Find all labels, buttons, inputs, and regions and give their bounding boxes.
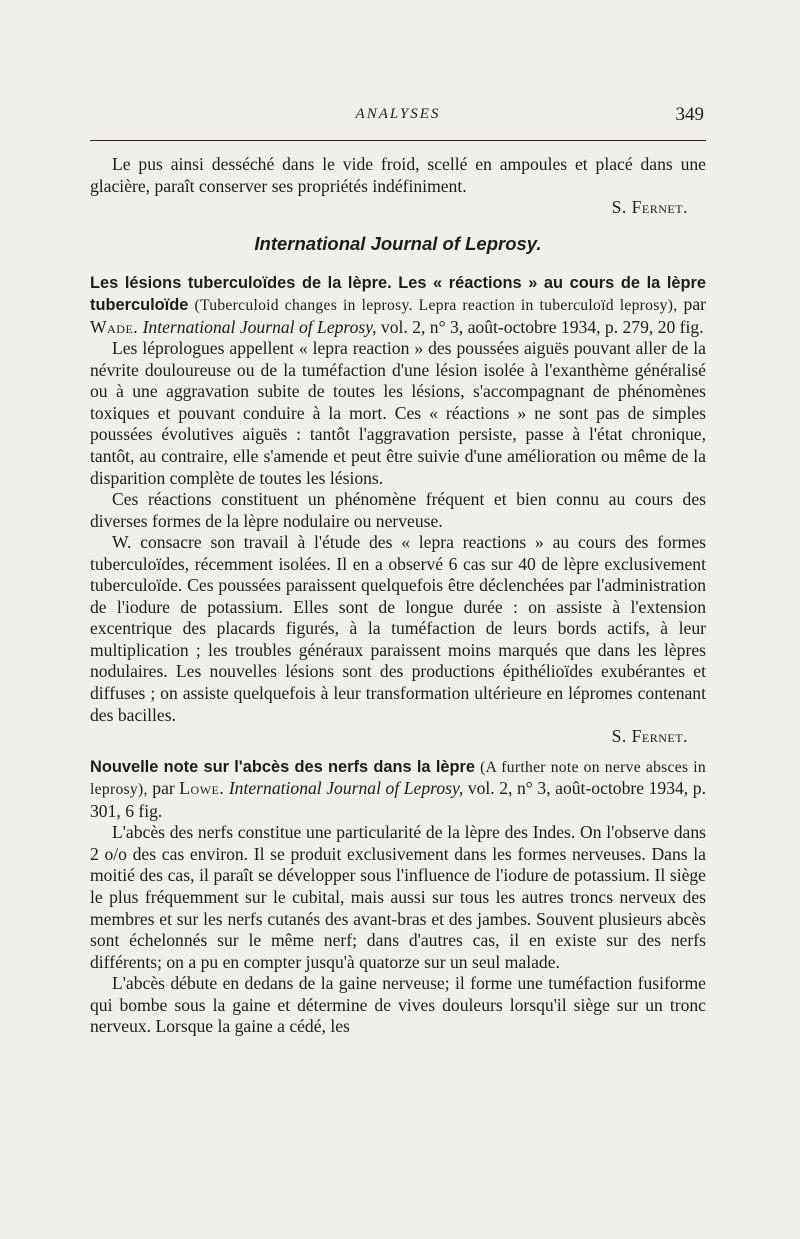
article-1-citation: vol. 2, n° 3, août-octobre 1934, p. 279, 20 fig. <box>380 316 704 337</box>
article-2-author-prefix: par <box>152 778 175 799</box>
article-1-paragraph-3: W. consacre son travail à l'étude des « lepra reactions » au cours des formes tuberculoïdes, récemment isolées. Il en a observé 6 cas sur 40 de lèpre exclusivement tuberculoïde. Ces poussées paraissent quelquefois être déclenchées par l'administration de l'iodure de potassium. Elles sont de longue durée : on assiste à l'extension excentrique des placards figurés, à la tuméfaction de leurs bords actifs, à leur multiplication ; les troubles généraux paraissent moins marqués que dans les lèpres nodulaires. Les nouvelles lésions sont des productions épithélioïdes exubérantes et diffuses ; on assiste quelquefois à leur transformation ultérieure en lépromes contenant des bacilles. <box>90 532 706 725</box>
article-2-title: Nouvelle note sur l'abcès des nerfs dans la lèpre <box>90 757 476 776</box>
article-1-journal: International Journal of Leprosy, <box>142 316 377 337</box>
article-2-citation: vol. 2, n° 3, août-octobre 1934, p. 301, 6 fig. <box>90 778 706 821</box>
page-number: 349 <box>675 104 704 125</box>
article-1-title: Les lésions tuberculoïdes de la lèpre. Les « réactions » au cours de la lèpre tuberculoïde <box>90 273 706 315</box>
article-1-paragraph-2: Ces réactions constituent un phénomène fréquent et bien connu au cours des diverses formes de la lèpre nodulaire ou nerveuse. <box>90 489 706 531</box>
article-2-english-title: (A further note on nerve absces in leprosy), <box>90 758 706 799</box>
article-2-paragraph-1: L'abcès des nerfs constitue une particularité de la lèpre des Indes. On l'observe dans 2 o/o des cas environ. Il se produit exclusivement dans les formes nerveuses. Dans la moitié des cas, il paraît se développer sous l'influence de l'iodure de potassium. Il siège le plus fréquemment sur le cubital, mais aussi sur tous les autres troncs nerveux des membres et sur les nerfs cutanés des avant-bras et des jambes. Souvent plusieurs abcès sont échelonnés sur le même nerf; dans d'autres cas, il en existe sur des nerfs différents; on a pu en compter jusqu'à quatorze sur un seul malade. <box>90 822 706 972</box>
page-body <box>90 154 706 1038</box>
opening-paragraph: Le pus ainsi desséché dans le vide froid, scellé en ampoules et placé dans une glacière, paraît conserver ses propriétés indéfiniment. <box>90 154 706 196</box>
running-title: ANALYSES <box>355 106 441 122</box>
article-1-signature <box>90 726 706 748</box>
signature-text: S. Fernet. <box>611 197 688 218</box>
article-1-author-prefix: par <box>683 294 706 315</box>
article-2-paragraph-2: L'abcès débute en dedans de la gaine nerveuse; il forme une tuméfaction fusiforme qui bombe sous la gaine et détermine de vives douleurs lorsqu'il siège sur un tronc nerveux. Lorsque la gaine a cédé, les <box>90 973 706 1037</box>
article-1-english-title: (Tuberculoid changes in leprosy. Lepra reaction in tuberculoïd leprosy), <box>194 297 678 315</box>
running-head <box>90 104 706 128</box>
article-1-reference <box>90 272 706 339</box>
article-2-reference <box>90 756 706 823</box>
article-1-author: Wade. <box>90 316 139 337</box>
section-title: International Journal of Leprosy. <box>254 232 542 254</box>
article-2-author: Lowe. <box>179 778 225 799</box>
article-1-signature-text: S. Fernet. <box>611 726 688 747</box>
article-2-journal: International Journal of Leprosy, <box>228 778 464 799</box>
signature <box>90 197 706 219</box>
header-rule <box>90 140 706 141</box>
article-1-paragraph-1: Les léprologues appellent « lepra reaction » des poussées aiguës pouvant aller de la névrite douloureuse ou de la tuméfaction d'une lésion isolée à l'exanthème généralisé ou à une aggravation subite de toutes les lésions, s'accompagnant de phénomènes toxiques et pouvant conduire à la mort. Ces « réactions » ne sont pas de simples poussées évolutives aiguës : tantôt l'aggravation persiste, passe à l'état chronique, tantôt, au contraire, elle s'amende et peut être suivie d'une amélioration ou même de la disparition complète de toutes les lésions. <box>90 338 706 488</box>
